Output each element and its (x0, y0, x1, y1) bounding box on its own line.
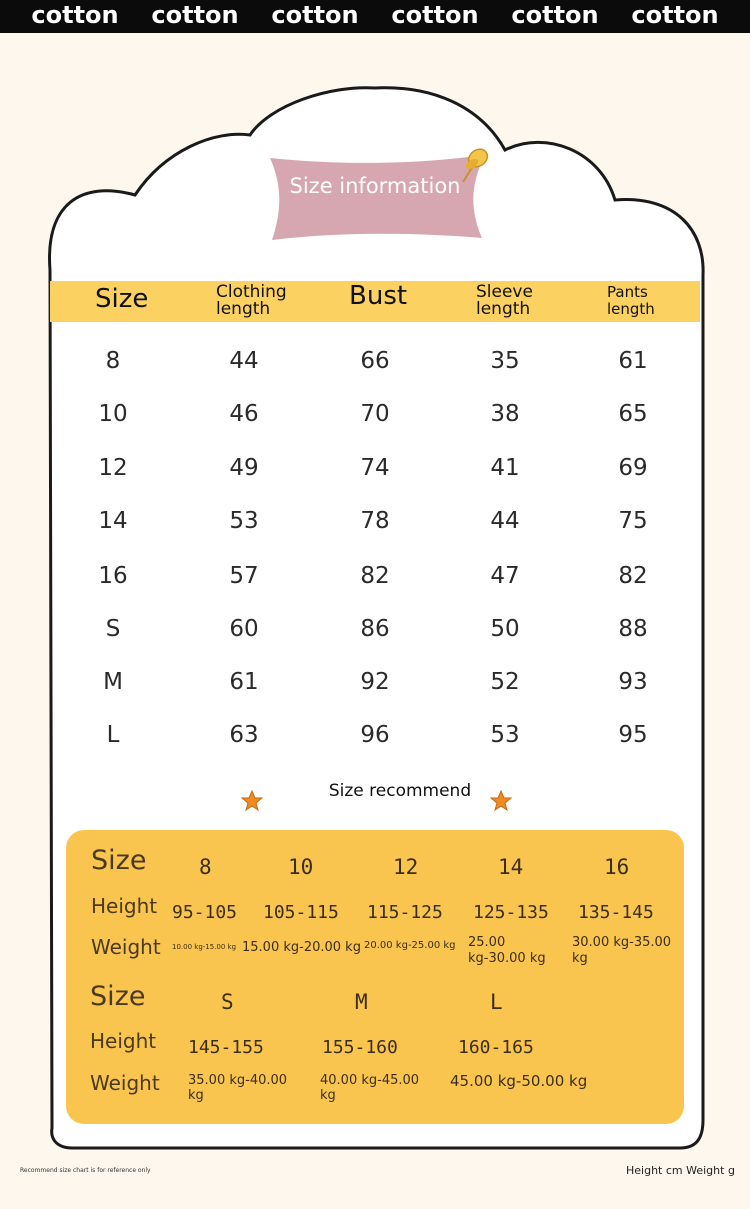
table-cell: 70 (360, 401, 390, 427)
table-cell: 74 (360, 455, 390, 481)
table-cell: 82 (618, 563, 648, 589)
table-cell: 16 (98, 563, 128, 589)
table-cell: 57 (229, 563, 259, 589)
rec-weight-label: Weight (90, 1071, 160, 1095)
banner-cotton-4: cotton (391, 1, 479, 29)
rec-height-value: 135-145 (578, 902, 654, 923)
rec-weight-value: 30.00 kg-35.00 (572, 935, 672, 950)
rec-height-value: 115-125 (367, 902, 443, 923)
table-cell: 44 (229, 348, 259, 374)
table-cell: 46 (229, 401, 259, 427)
rec-weight-value: 45.00 kg-50.00 kg (450, 1072, 588, 1090)
table-cell: 53 (229, 508, 259, 534)
banner-cotton-3: cotton (271, 1, 359, 29)
table-cell: 53 (490, 722, 520, 748)
header-pants-2: length (607, 300, 655, 318)
rec-weight-value: kg-30.00 kg (468, 951, 546, 966)
footer-units: Height cm Weight g (626, 1164, 735, 1177)
header-sleeve-1: Sleeve (476, 282, 533, 302)
rec-weight-value: 20.00 kg-25.00 kg (364, 940, 456, 951)
rec-size-value: S (221, 990, 234, 1014)
table-cell: 35 (490, 348, 520, 374)
rec-size-value: 16 (604, 855, 630, 879)
rec-weight-value: 10.00 kg-15.00 kg (172, 943, 237, 951)
rec-height-value: 160-165 (458, 1037, 534, 1058)
rec-height-label: Height (91, 894, 158, 918)
rec-height-value: 105-115 (263, 902, 339, 923)
banner-cotton-2: cotton (151, 1, 239, 29)
rec-height-value: 145-155 (188, 1037, 264, 1058)
rec-weight-value: 40.00 kg-45.00 (320, 1073, 420, 1088)
table-cell: 92 (360, 669, 390, 695)
table-cell: 12 (98, 455, 128, 481)
rec-weight-value: 15.00 kg-20.00 kg (242, 940, 361, 955)
rec-size-value: L (490, 990, 503, 1014)
table-cell: 50 (490, 616, 520, 642)
rec-weight-label: Weight (91, 935, 161, 959)
rec-weight-value: kg (572, 951, 588, 966)
header-sleeve-2: length (476, 299, 531, 319)
rec-weight-value: kg (188, 1088, 204, 1103)
banner-cotton-1: cotton (31, 1, 119, 29)
table-cell: 78 (360, 508, 390, 534)
table-cell: 82 (360, 563, 390, 589)
footer-note: Recommend size chart is for reference only (20, 1167, 151, 1174)
rec-size-value: 8 (199, 855, 212, 879)
header-bust: Bust (349, 281, 408, 311)
page-title: Size information (289, 174, 461, 198)
rec-size-value: 10 (288, 855, 314, 879)
table-cell: 69 (618, 455, 648, 481)
table-cell: 95 (618, 722, 648, 748)
table-cell: S (105, 616, 121, 642)
rec-height-value: 95-105 (172, 902, 238, 923)
table-cell: 10 (98, 401, 128, 427)
table-cell: 44 (490, 508, 520, 534)
table-cell: 75 (618, 508, 648, 534)
rec-size-value: M (355, 990, 368, 1014)
size-recommend-title: Size recommend (328, 781, 472, 801)
rec-size-value: 14 (498, 855, 524, 879)
table-cell: 66 (360, 348, 390, 374)
table-cell: 47 (490, 563, 520, 589)
rec-size-label: Size (91, 845, 147, 876)
table-cell: 61 (618, 348, 648, 374)
header-size: Size (95, 284, 149, 314)
banner-cotton-5: cotton (511, 1, 599, 29)
table-cell: 96 (360, 722, 390, 748)
header-clothing-length-2: length (216, 299, 271, 319)
table-cell: 86 (360, 616, 390, 642)
rec-weight-value: 35.00 kg-40.00 (188, 1073, 288, 1088)
table-cell: L (106, 722, 120, 748)
table-cell: 63 (229, 722, 259, 748)
table-cell: M (103, 669, 123, 695)
table-cell: 49 (229, 455, 259, 481)
table-cell: 52 (490, 669, 520, 695)
rec-height-label: Height (90, 1029, 157, 1053)
table-cell: 88 (618, 616, 648, 642)
rec-weight-value: 25.00 (468, 935, 506, 950)
table-cell: 41 (490, 455, 520, 481)
table-cell: 8 (105, 348, 121, 374)
header-pants-1: Pants (607, 283, 648, 301)
banner-cotton-6: cotton (631, 1, 719, 29)
table-cell: 65 (618, 401, 648, 427)
table-cell: 93 (618, 669, 648, 695)
rec-height-value: 125-135 (473, 902, 549, 923)
table-cell: 14 (98, 508, 128, 534)
header-clothing-length-1: Clothing (216, 282, 287, 302)
table-cell: 60 (229, 616, 259, 642)
rec-size-label: Size (90, 981, 146, 1012)
table-cell: 61 (229, 669, 259, 695)
table-cell: 38 (490, 401, 520, 427)
rec-weight-value: kg (320, 1088, 336, 1103)
rec-height-value: 155-160 (322, 1037, 398, 1058)
rec-size-value: 12 (393, 855, 419, 879)
